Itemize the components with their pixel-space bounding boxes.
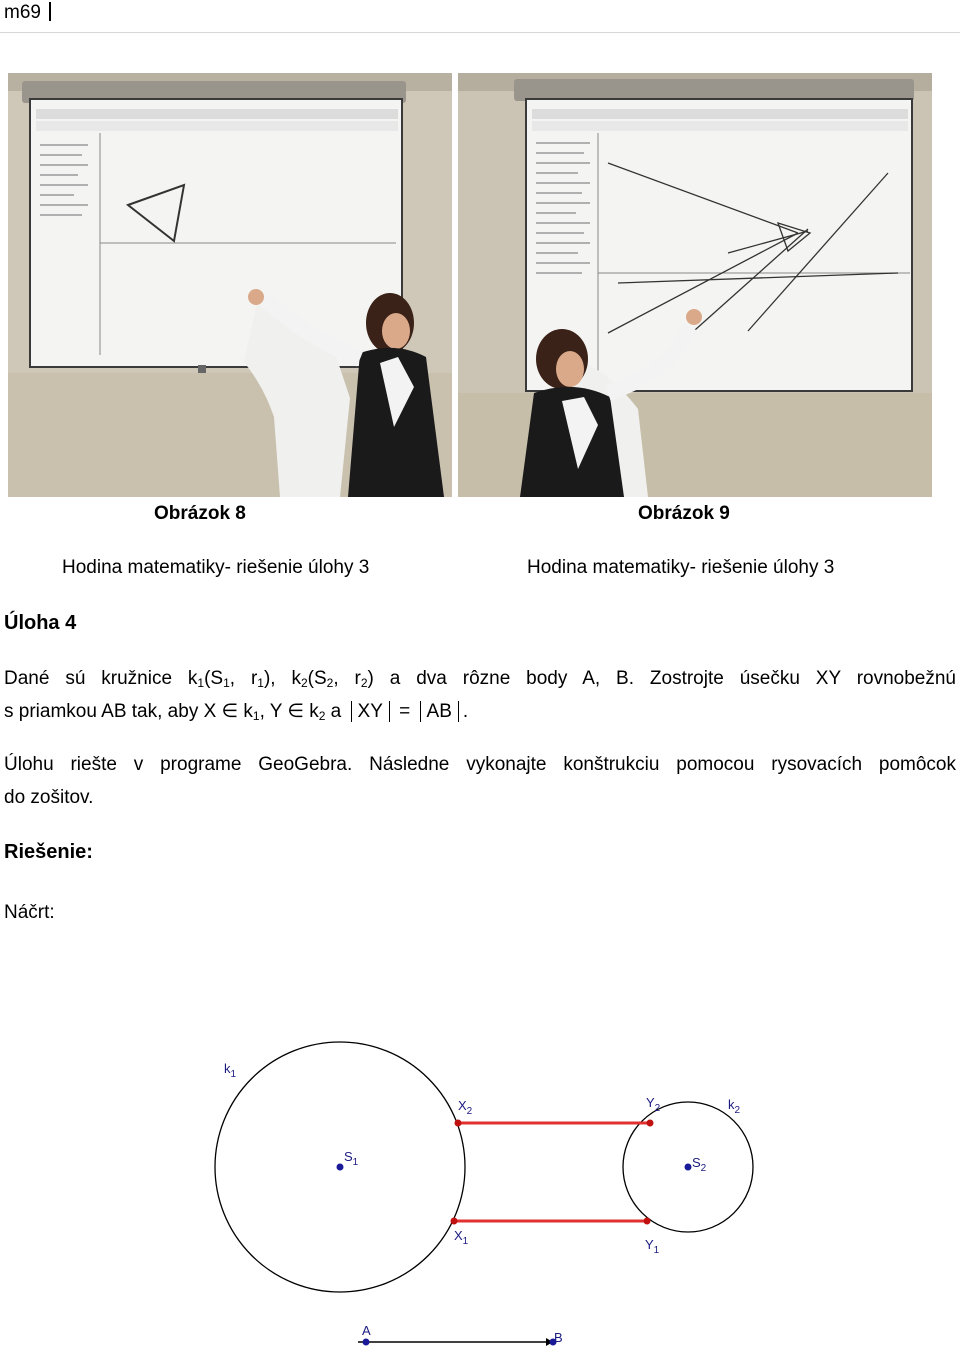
- point-a: [363, 1339, 370, 1346]
- page-tag: m69: [4, 2, 51, 24]
- abs-xy: XY: [351, 701, 390, 722]
- label-y2: $Y_2$: [646, 1095, 661, 1114]
- point-y1: [644, 1218, 651, 1225]
- label-k1: $k_1$: [224, 1061, 237, 1080]
- label-k2: $k_2$: [728, 1097, 741, 1116]
- page-header: [0, 0, 960, 33]
- label-y1: $Y_1$: [645, 1237, 660, 1256]
- label-s1: $S_1$: [344, 1149, 359, 1168]
- classroom-photo-1: [8, 73, 452, 497]
- point-x2: [455, 1120, 462, 1127]
- label-b: B: [554, 1330, 563, 1345]
- figure-8-title: Obrázok 8: [154, 503, 246, 524]
- label-x1: $X_1$: [454, 1228, 469, 1247]
- figure-8-caption: Hodina matematiky- riešenie úlohy 3: [62, 557, 370, 578]
- instruction-line-2: do zošitov.: [4, 787, 94, 808]
- task-statement-line-2: s priamkou AB tak, aby X ∈ $k_1$, Y ∈ $k_2$ a XY = AB .: [4, 701, 469, 723]
- task-heading: Úloha 4: [4, 612, 77, 634]
- classroom-photo-2: [458, 73, 932, 497]
- text-cursor: [49, 2, 51, 21]
- instruction-line-1: Úlohu riešte v programe GeoGebra. Následne vykonajte konštrukciu pomocou rysovacích pomôcok: [4, 754, 956, 775]
- task-statement-line-1: Dané sú kružnice $k_1(S_1$, $r_1$), $k_2(S_2$, $r_2$) a dva rôzne body A, B. Zostrojte úsečku XY rovnobežnú: [4, 668, 956, 690]
- figure-9-caption: Hodina matematiky- riešenie úlohy 3: [527, 557, 835, 578]
- label-a: A: [362, 1323, 371, 1338]
- sketch-label: Náčrt:: [4, 902, 55, 923]
- abs-ab: AB: [420, 701, 459, 722]
- point-y2: [647, 1120, 654, 1127]
- label-x2: $X_2$: [458, 1098, 473, 1117]
- figure-9-title: Obrázok 9: [638, 503, 730, 524]
- label-s2: $S_2$: [692, 1155, 707, 1174]
- point-s1: [337, 1164, 344, 1171]
- point-x1: [451, 1218, 458, 1225]
- solution-heading: Riešenie:: [4, 841, 93, 863]
- point-s2: [685, 1164, 692, 1171]
- construction-sketch: [0, 1010, 960, 1359]
